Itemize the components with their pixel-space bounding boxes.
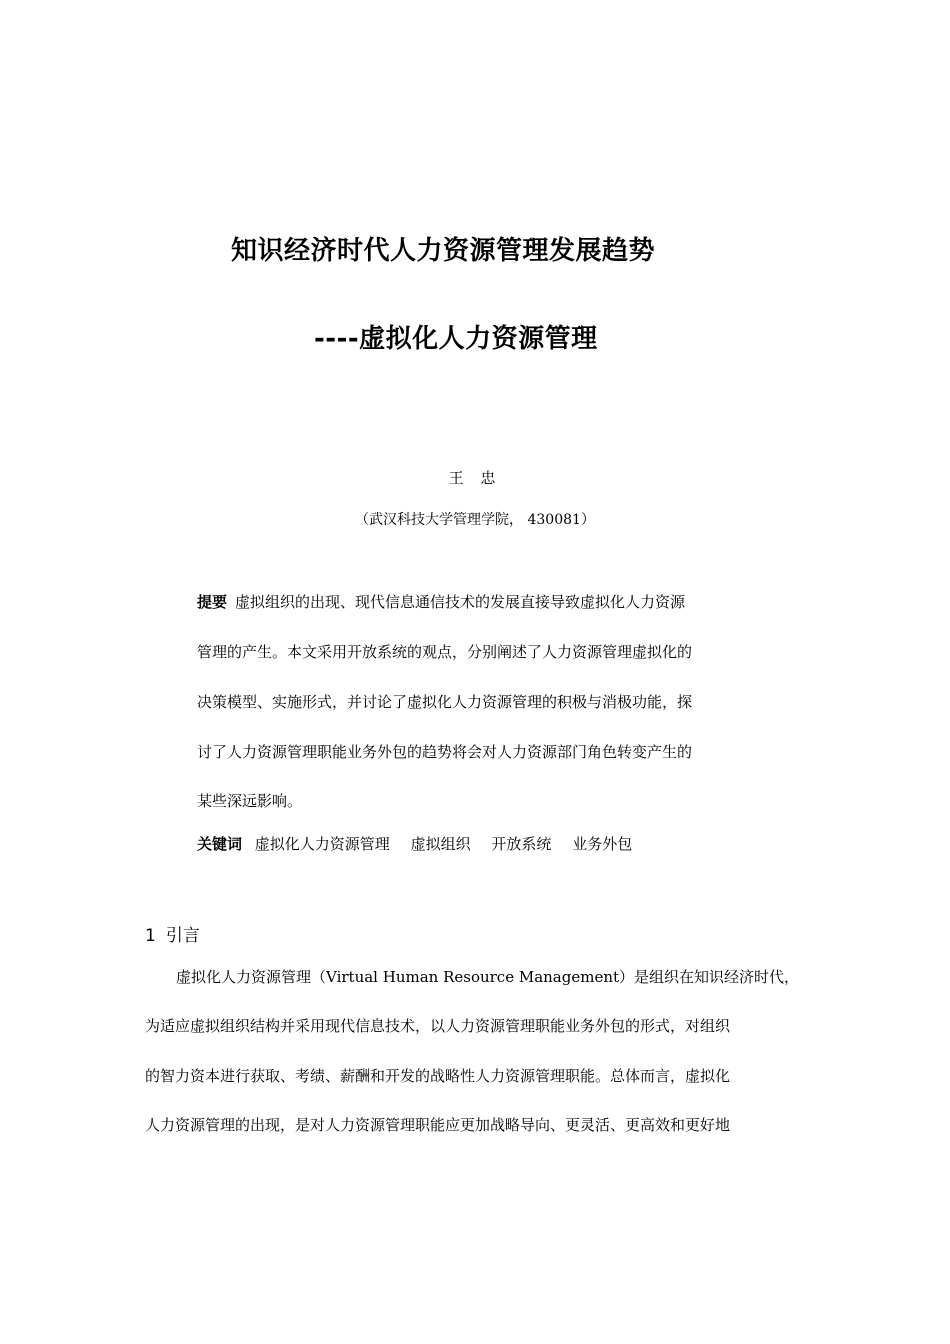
abstract-line: 讨了人力资源管理职能业务外包的趋势将会对人力资源部门角色转变产生的 [197,743,693,761]
body-line: 为适应虚拟组织结构并采用现代信息技术，以人力资源管理职能业务外包的形式，对组织 [145,1017,731,1035]
abstract-label: 提要 [197,593,228,611]
author-name: 王 忠 [448,469,502,487]
keyword-item: 虚拟化人力资源管理 [254,835,390,853]
body-line: 的智力资本进行获取、考绩、薪酬和开发的战略性人力资源管理职能。总体而言，虚拟化 [145,1067,731,1085]
keyword-item: 开放系统 [491,835,552,853]
paper-title: 知识经济时代人力资源管理发展趋势 [231,236,656,266]
abstract-line: 决策模型、实施形式，并讨论了虚拟化人力资源管理的积极与消极功能，探 [197,693,693,711]
body-line: 人力资源管理的出现，是对人力资源管理职能应更加战略导向、更灵活、更高效和更好地 [145,1116,731,1134]
section-heading [145,921,200,946]
section-title: 引言 [165,926,200,946]
abstract-text: 虚拟组织的出现、现代信息通信技术的发展直接导致虚拟化人力资源 [235,593,686,611]
keywords-label: 关键词 [197,835,243,853]
keywords [197,833,648,854]
body-line: 虚拟化人力资源管理（Virtual Human Resource Management）是组织在知识经济时代， [176,968,800,986]
keyword-item: 业务外包 [572,835,633,853]
abstract-line: 某些深远影响。 [197,792,303,810]
section-number: 1 [145,926,156,946]
author-affiliation: （武汉科技大学管理学院， 430081） [355,512,595,528]
abstract-line [197,591,685,612]
keyword-item: 虚拟组织 [410,835,471,853]
paper-subtitle: ----虚拟化人力资源管理 [314,324,598,354]
abstract-line: 管理的产生。本文采用开放系统的观点，分别阐述了人力资源管理虚拟化的 [197,643,693,661]
